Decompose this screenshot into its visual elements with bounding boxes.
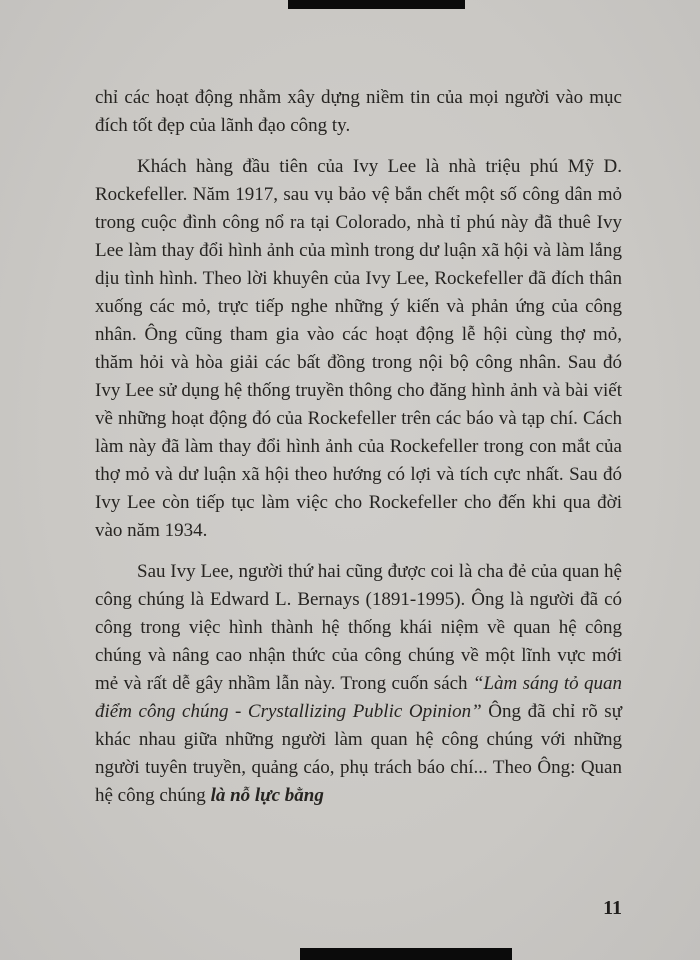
paragraph bbox=[95, 84, 622, 140]
text-segment: Khách hàng đầu tiên của Ivy Lee là nhà triệu phú Mỹ D. Rockefeller. Năm 1917, sau vụ bảo vệ bắn chết một số công dân mỏ trong cuộc đình công nổ ra tại Colorado, nhà tỉ phú này đã thuê Ivy Lee làm thay đổi hình ảnh của mình trong dư luận xã hội và làm lắng dịu tình hình. Theo lời khuyên của Ivy Lee, Rockefeller đã đích thân xuống các mỏ, trực tiếp nghe những ý kiến và phản ứng của công nhân. Ông cũng tham gia vào các hoạt động lễ hội cùng thợ mỏ, thăm hỏi và hòa giải các bất đồng trong nội bộ công nhân. Sau đó Ivy Lee sử dụng hệ thống truyền thông cho đăng hình ảnh và bài viết về những hoạt động đó của Rockefeller trên các báo và tạp chí. Cách làm này đã làm thay đổi hình ảnh của Rockefeller trong con mắt của thợ mỏ và dư luận xã hội theo hướng có lợi và tích cực nhất. Sau đó Ivy Lee còn tiếp tục làm việc cho Rockefeller cho đến khi qua đời vào năm 1934. bbox=[95, 156, 622, 541]
text-segment: chỉ các hoạt động nhằm xây dựng niềm tin của mọi người vào mục đích tốt đẹp của lãnh đạo công ty. bbox=[95, 87, 622, 136]
paragraph bbox=[95, 153, 622, 545]
scan-artifact-top bbox=[288, 0, 465, 9]
page-number: 11 bbox=[603, 897, 622, 919]
text-segment: “Làm sáng tỏ quan điểm công chúng - Crystallizing Public Opinion” bbox=[95, 673, 622, 722]
scan-artifact-bottom bbox=[300, 948, 512, 960]
text-segment: Ông đã chỉ rõ sự khác nhau giữa những người làm quan hệ công chúng với những người tuyên truyền, quảng cáo, phụ trách báo chí... Theo Ông: Quan hệ công chúng bbox=[95, 701, 622, 806]
paragraph bbox=[95, 558, 622, 810]
text-segment: Sau Ivy Lee, người thứ hai cũng được coi là cha đẻ của quan hệ công chúng là Edward L. Bernays (1891-1995). Ông là người đã có công trong việc hình thành hệ thống khái niệm về quan hệ công chúng và nâng cao nhận thức của công chúng về một lĩnh vực mới mẻ và rất dễ gây nhầm lẫn này. Trong cuốn sách bbox=[95, 561, 622, 694]
text-segment: là nỗ lực bằng bbox=[210, 785, 324, 806]
page-text bbox=[95, 84, 622, 823]
